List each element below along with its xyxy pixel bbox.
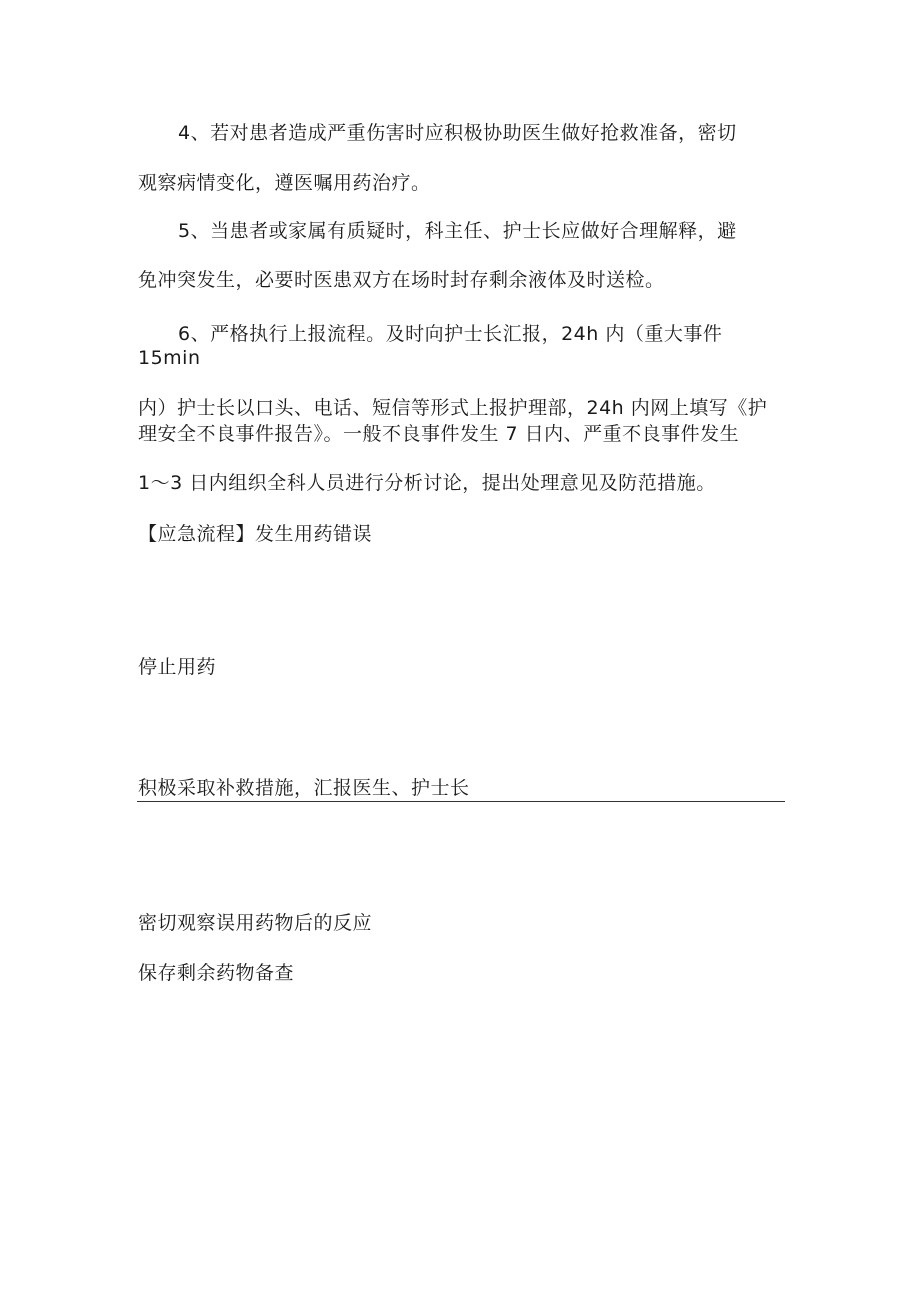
paragraph-6-line-4: 理安全不良事件报告》。一般不良事件发生 7 日内、严重不良事件发生 xyxy=(138,423,740,445)
flow-step-stop-medication: 停止用药 xyxy=(138,656,217,678)
paragraph-4-line-1: 4、若对患者造成严重伤害时应积极协助医生做好抢救准备，密切 xyxy=(178,122,737,144)
paragraph-5-line-1: 5、当患者或家属有质疑时，科主任、护士长应做好合理解释，避 xyxy=(178,220,737,242)
paragraph-6-line-2: 15min xyxy=(138,347,201,369)
paragraph-5-line-2: 免冲突发生，必要时医患双方在场时封存剩余液体及时送检。 xyxy=(138,269,665,291)
flow-step-observe-reaction: 密切观察误用药物后的反应 xyxy=(138,912,373,934)
paragraph-6-line-5: 1～3 日内组织全科人员进行分析讨论，提出处理意见及防范措施。 xyxy=(138,472,716,494)
flow-step-preserve-medication: 保存剩余药物备查 xyxy=(138,962,295,984)
flow-heading: 【应急流程】发生用药错误 xyxy=(138,523,373,545)
paragraph-6-line-1: 6、严格执行上报流程。及时向护士长汇报，24h 内（重大事件 xyxy=(178,323,723,345)
paragraph-6-line-3: 内）护士长以口头、电话、短信等形式上报护理部，24h 内网上填写《护 xyxy=(138,397,768,419)
divider-line xyxy=(137,801,785,802)
flow-step-remedial-measures: 积极采取补救措施，汇报医生、护士长 xyxy=(138,777,470,799)
paragraph-4-line-2: 观察病情变化，遵医嘱用药治疗。 xyxy=(138,172,431,194)
